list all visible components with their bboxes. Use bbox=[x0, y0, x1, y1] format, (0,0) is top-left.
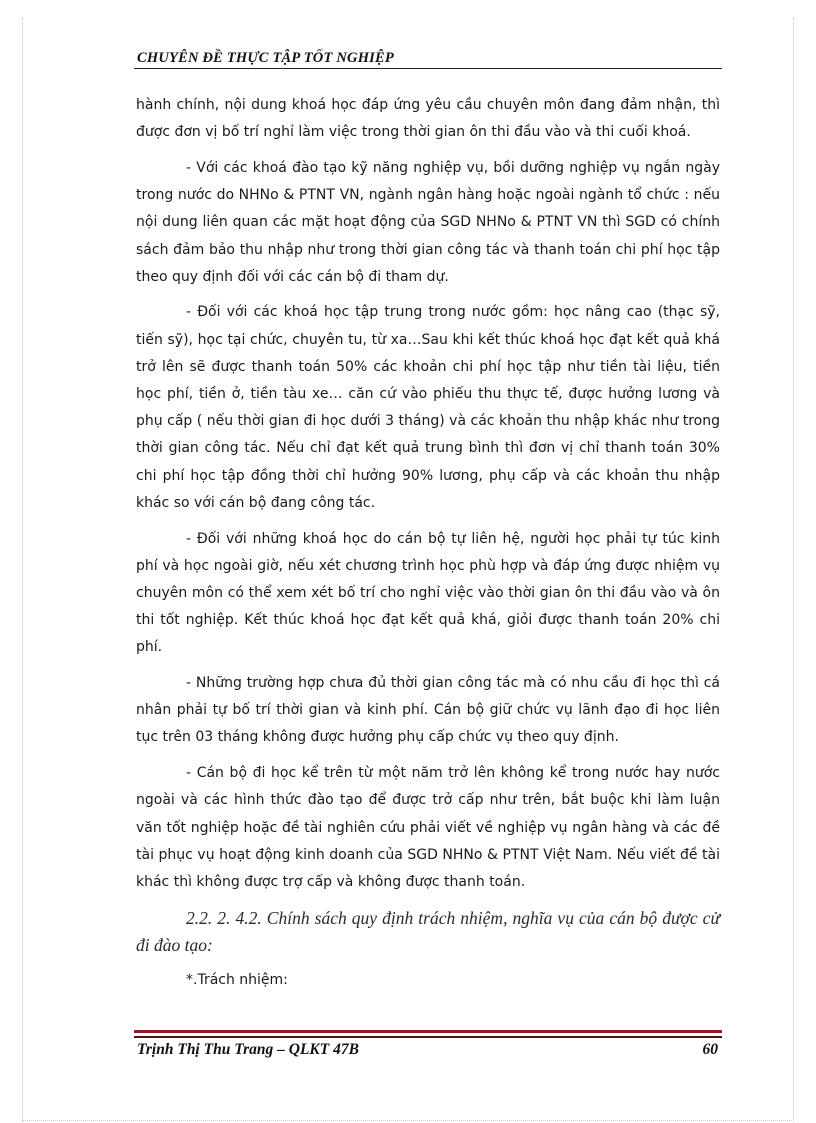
paragraph-domestic-courses: - Đối với các khoá học tập trung trong nước gồm: học nâng cao (thạc sỹ, tiến sỹ), học tại chức, chuyên tu, từ xa…Sau khi kết thúc khoá học đạt kết quả khá trở lên sẽ được thanh toán 50% các khoản chi phí học tập như tiền tài liệu, tiền học phí, tiền ở, tiền tàu xe… căn cứ vào phiếu thu thực tế, được hưởng lương và phụ cấp ( nếu thời gian đi học dưới 3 tháng) và các khoản thu nhập khác như trong thời gian công tác. Nếu chỉ đạt kết quả trung bình thì đơn vị chỉ thanh toán 30% chi phí học tập đồng thời chỉ hưởng 90% lương, phụ cấp và các khoản thu nhập khác so với cán bộ đang công tác. bbox=[136, 304, 720, 511]
subheading-responsibilities: *.Trách nhiệm: bbox=[186, 972, 288, 989]
paragraph-insufficient-tenure: - Những trường hợp chưa đủ thời gian công tác mà có nhu cầu đi học thì cá nhân phải tự bố trí thời gian và kinh phí. Cán bộ giữ chức vụ lãnh đạo đi học liên tục trên 03 tháng không được hưởng phụ cấp chức vụ theo quy định. bbox=[136, 675, 720, 746]
footer-rule-dark bbox=[134, 1036, 722, 1038]
paragraph-self-arranged-courses: - Đối với những khoá học do cán bộ tự liên hệ, người học phải tự túc kinh phí và học ngoài giờ, nếu xét chương trình học phù hợp và đáp ứng được nhiệm vụ chuyên môn có thể xem xét bố trí cho nghỉ việc vào thời gian ôn thi đầu vào và ôn thi tốt nghiệp. Kết thúc khoá học đạt kết quả khá, giỏi được thanh toán 20% chi phí. bbox=[136, 530, 720, 656]
paragraph-short-courses: - Với các khoá đào tạo kỹ năng nghiệp vụ, bồi dưỡng nghiệp vụ ngắn ngày trong nước do NHNo & PTNT VN, ngành ngân hàng hoặc ngoài ngành tổ chức : nếu nội dung liên quan các mặt hoạt động của SGD NHNo & PTNT VN thì SGD có chính sách đảm bảo thu nhập như trong thời gian công tác và thanh toán chi phí học tập theo quy định đối với các cán bộ đi tham dự. bbox=[136, 159, 720, 285]
footer-author: Trịnh Thị Thu Trang – QLKT 47B bbox=[137, 1041, 359, 1058]
paragraph-continuation: hành chính, nội dung khoá học đáp ứng yêu cầu chuyên môn đang đảm nhận, thì được đơn vị bố trí nghỉ làm việc trong thời gian ôn thi đầu vào và thi cuối khoá. bbox=[136, 97, 720, 141]
page-bottom-edge bbox=[22, 1120, 792, 1121]
section-heading: 2.2. 2. 4.2. Chính sách quy định trách nhiệm, nghĩa vụ của cán bộ được cử đi đào tạo: bbox=[136, 907, 720, 955]
page-number: 60 bbox=[702, 1041, 718, 1058]
header-rule bbox=[134, 68, 722, 69]
paragraph-thesis-requirement: - Cán bộ đi học kể trên từ một năm trở lên không kể trong nước hay nước ngoài và các hình thức đào tạo để được trở cấp như trên, bắt buộc khi làm luận văn tốt nghiệp hoặc đề tài nghiên cứu phải viết về nghiệp vụ ngân hàng và các đề tài phục vụ hoạt động kinh doanh của SGD NHNo & PTNT Việt Nam. Nếu viết đề tài khác thì không được trợ cấp và không được thanh toán. bbox=[136, 765, 720, 890]
footer-rule-red bbox=[134, 1030, 722, 1033]
page-header-title: CHUYÊN ĐỀ THỰC TẬP TỐT NGHIỆP bbox=[137, 50, 394, 66]
document-body bbox=[136, 92, 720, 1003]
